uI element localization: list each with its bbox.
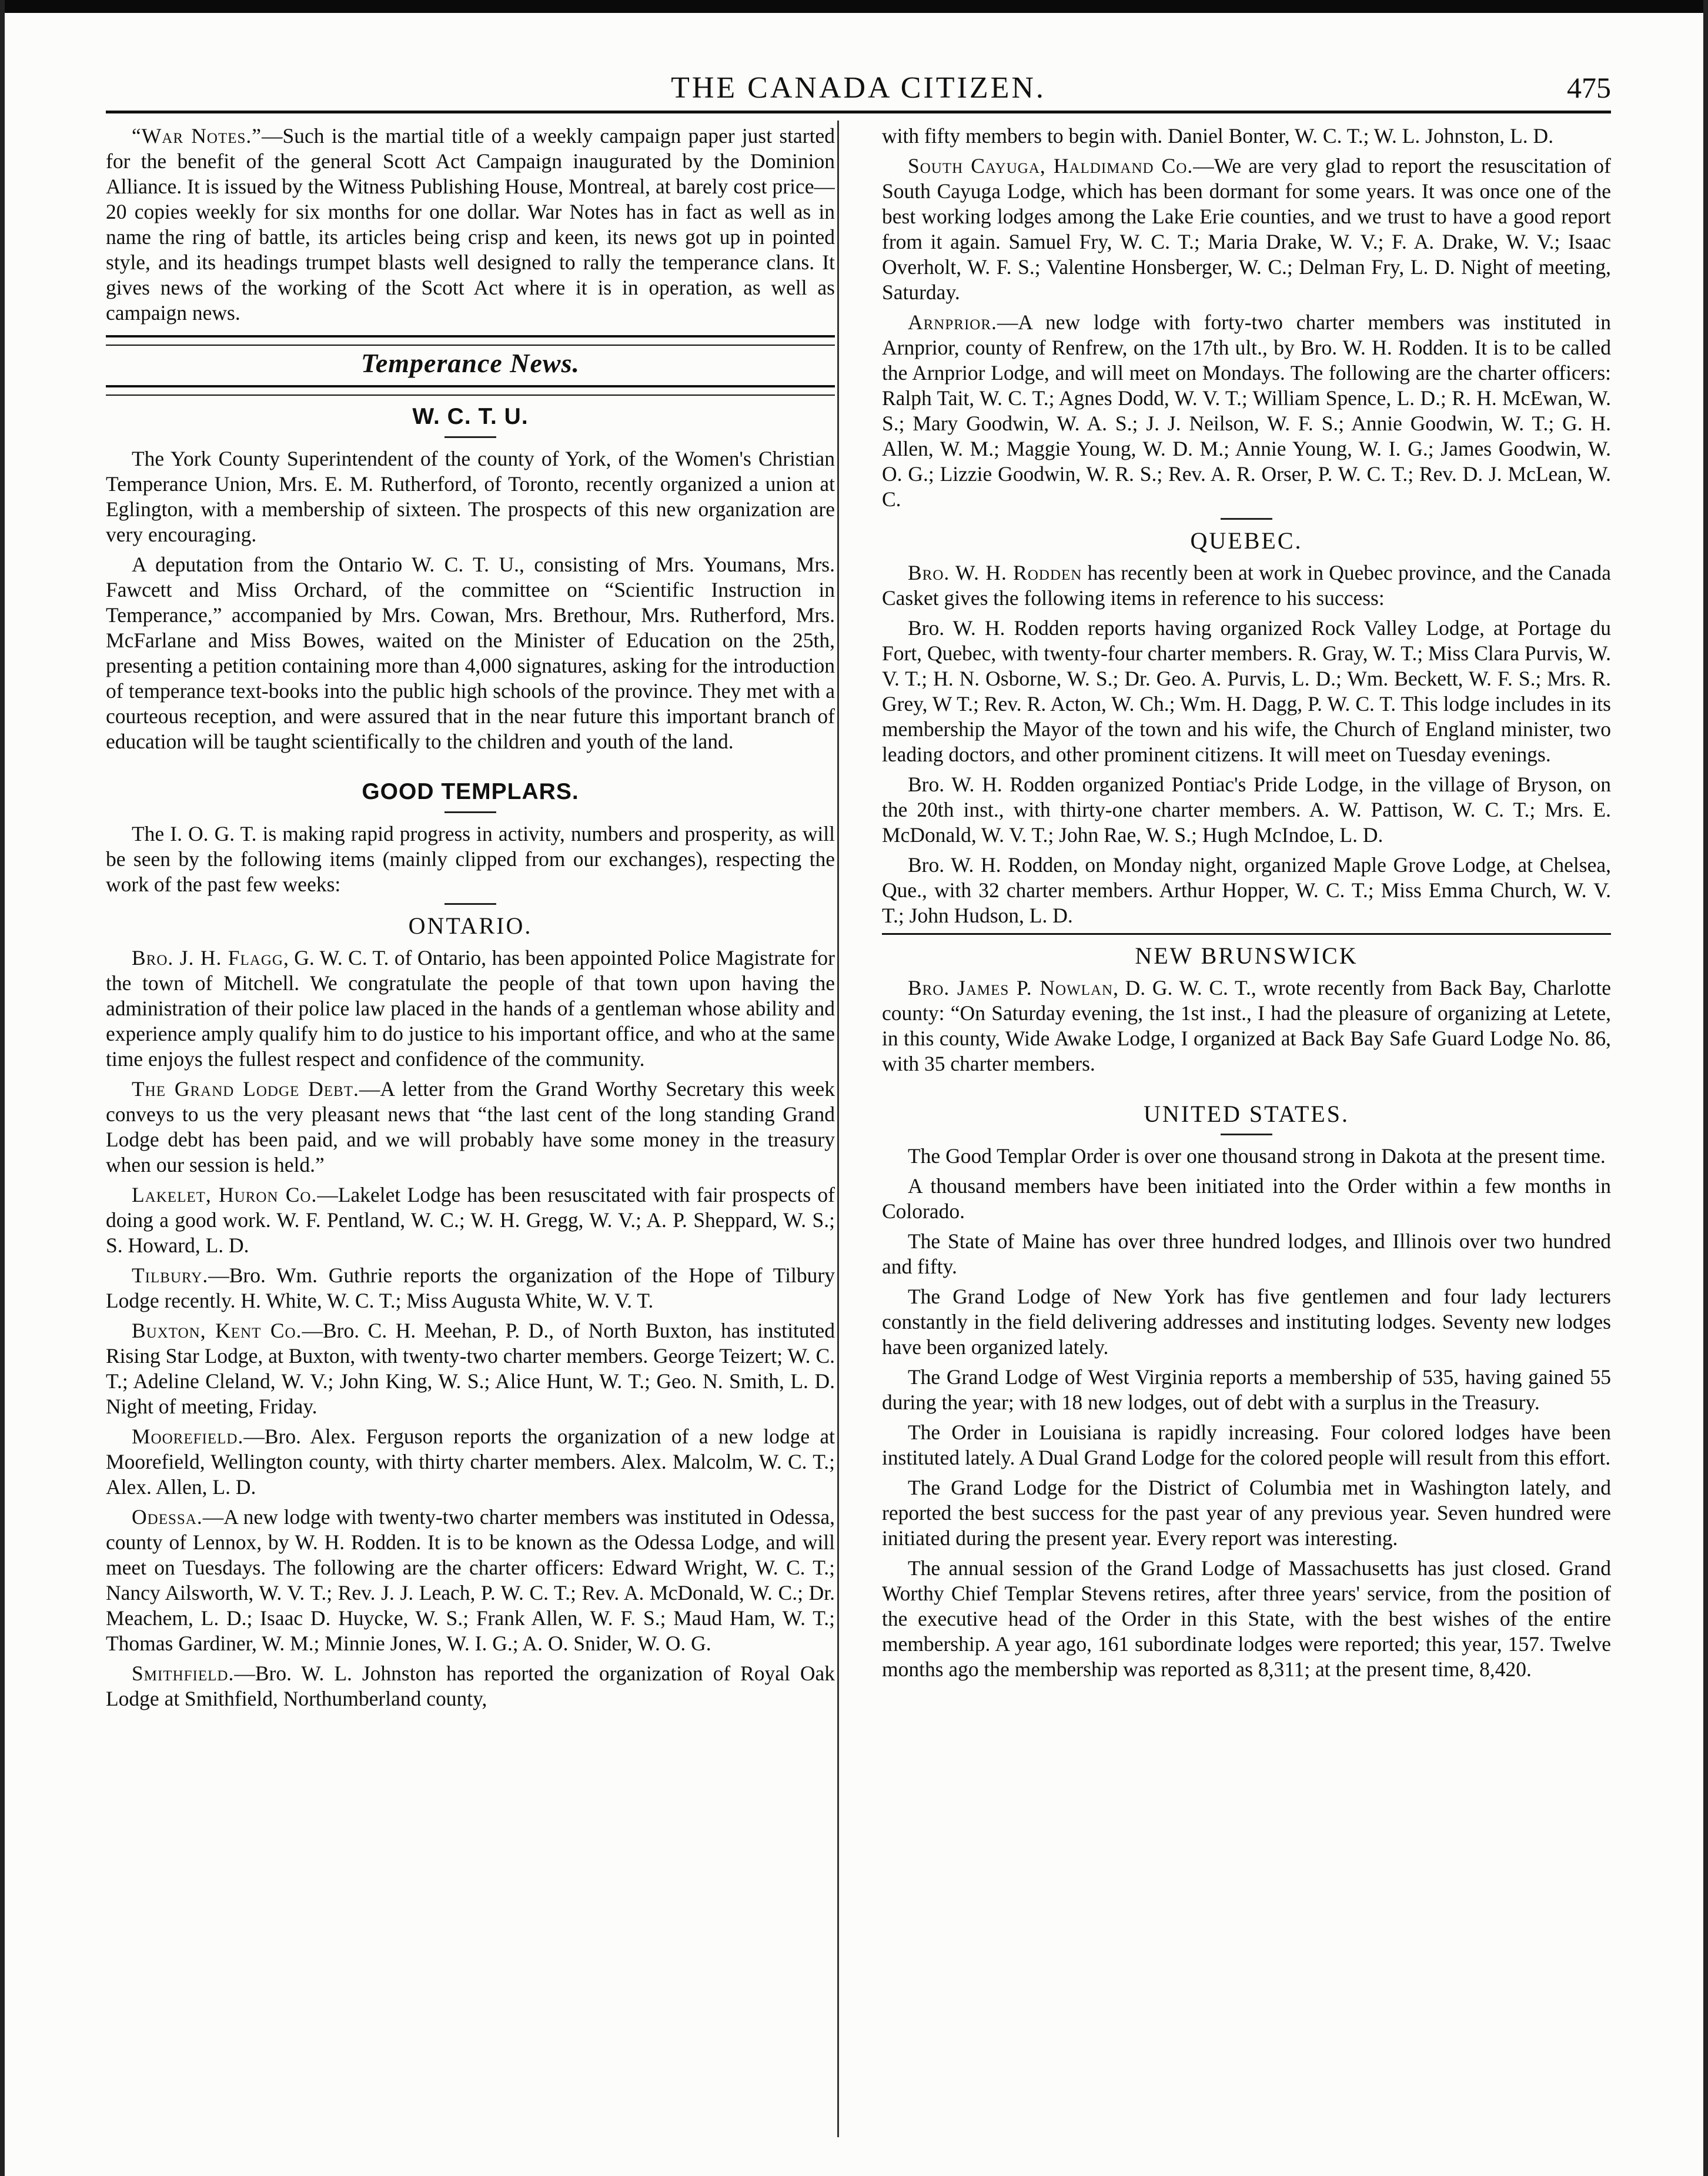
short-rule bbox=[444, 903, 496, 905]
item-text: —A letter from the Grand Worthy Secretary this week conveys to us the very pleasant news that “the last cent of the long standing Grand Lodge debt has been paid, and we will probably have some money in the treasury when our session is held.” bbox=[106, 1077, 835, 1176]
paragraph bbox=[882, 975, 1611, 1077]
item-tilbury bbox=[106, 1263, 835, 1313]
paragraph: Bro. W. H. Rodden, on Monday night, organized Maple Grove Lodge, at Chelsea, Que., with 32 charter members. Arthur Hopper, W. C. T.; Miss Emma Church, W. V. T.; John Hudson, L. D. bbox=[882, 853, 1611, 927]
run-in-heading: Odessa. bbox=[132, 1505, 203, 1529]
item-text: —Bro. C. H. Meehan, P. D., of North Buxton, has instituted Rising Star Lodge, at Buxton, with twenty-two charter members. George Teizert; W. C. T.; Adeline Cleland, W. V.; John King, W. S.; Alice Hunt, W. T.; Geo. N. Smith, L. D. Night of meeting, Friday. bbox=[106, 1319, 835, 1418]
heading-wctu: W. C. T. U. bbox=[412, 404, 529, 429]
paragraph: A thousand members have been initiated into the Order within a few months in Colorado. bbox=[882, 1174, 1611, 1223]
item-text: , G. W. C. T. of Ontario, has been appointed Police Magistrate for the town of Mitchell. We congratulate the people of that town upon having the administration of their police law placed in the hands of a gentleman whose ability and experience amply qualify him to do justice to his important office, and who at the same time enjoys the fullest respect and confidence of the community. bbox=[106, 946, 835, 1071]
item-arnprior bbox=[882, 310, 1611, 512]
paragraph bbox=[882, 560, 1611, 611]
paragraph: The Order in Louisiana is rapidly increasing. Four colored lodges have been instituted lately. A Dual Grand Lodge for the colored people will result from this effort. bbox=[882, 1420, 1611, 1469]
section-rule bbox=[882, 933, 1611, 935]
section-rule bbox=[106, 385, 835, 396]
run-in-heading: Moorefield. bbox=[132, 1425, 244, 1448]
item-text: —Bro. Alex. Ferguson reports the organization of a new lodge at Moorefield, Wellington county, with thirty charter members. Alex. Malcolm, W. C. T.; Alex. Allen, L. D. bbox=[106, 1425, 835, 1499]
run-in-heading: Lakelet, Huron Co. bbox=[132, 1183, 317, 1206]
heading-quebec: QUEBEC. bbox=[1190, 527, 1303, 554]
item-text: —A new lodge with forty-two charter members was instituted in Arnprior, county of Renfrew, on the 17th ult., by Bro. W. H. Rodden. It is to be called the Arnprior Lodge, and will meet on Mondays. The following are the charter officers: Ralph Tait, W. C. T.; Agnes Dodd, W. V. T.; William Spence, L. D.; R. H. McEwan, W. S.; Mary Goodwin, W. A. S.; J. J. Neilson, W. F. S.; Annie Goodwin, W. T.; G. H. Allen, W. M.; Maggie Young, W. D. M.; Annie Young, W. I. G.; James Goodwin, W. O. G.; Lizzie Goodwin, W. R. S.; Rev. A. R. Orser, P. W. C. T.; Rev. D. J. McLean, W. C. bbox=[882, 310, 1611, 511]
run-in-heading: Bro. James P. Nowlan bbox=[908, 976, 1114, 1000]
heading-ontario: ONTARIO. bbox=[408, 912, 533, 939]
paragraph: A deputation from the Ontario W. C. T. U., consisting of Mrs. Youmans, Mrs. Fawcett and Miss Orchard, of the committee on “Scientific Instruction in Temperance,” accompanied by Mrs. Cowan, Mrs. Brethour, Mrs. Rutherford, Mrs. McFarlane and Miss Bowes, waited on the Minister of Education on the 25th, presenting a petition containing more than 4,000 signatures, asking for the introduction of temperance text-books into the public high schools of the province. They met with a courteous reception, and were assured that in the near future this important branch of education will be taught scientifically to the children and youth of the land. bbox=[106, 553, 835, 753]
paragraph: The I. O. G. T. is making rapid progress in activity, numbers and prosperity, as will be seen by the following items (mainly clipped from our exchanges), respecting the work of the past few weeks: bbox=[106, 822, 835, 896]
paragraph-continued: with fifty members to begin with. Daniel Bonter, W. C. T.; W. L. Johnston, L. D. bbox=[882, 124, 1554, 148]
section-title-temperance-news: Temperance News. bbox=[360, 348, 580, 378]
run-in-heading: Arnprior. bbox=[908, 310, 997, 334]
item-flagg bbox=[106, 945, 835, 1072]
paragraph-text: , D. G. W. C. T., wrote recently from Back Bay, Charlotte county: “On Saturday evening, the 1st inst., I had the pleasure of organizing at Letete, in this county, Wide Awake Lodge, I organized at Back Bay Safe Guard Lodge No. 86, with 35 charter members. bbox=[882, 976, 1611, 1075]
paragraph: The Grand Lodge of West Virginia reports a membership of 535, having gained 55 during the year; with 18 new lodges, out of debt with a surplus in the Treasury. bbox=[882, 1365, 1611, 1414]
short-rule bbox=[444, 811, 496, 813]
top-scan-border bbox=[0, 0, 1708, 13]
item-text: —Bro. Wm. Guthrie reports the organization of the Hope of Tilbury Lodge recently. H. White, W. C. T.; Miss Augusta White, W. V. T. bbox=[106, 1264, 835, 1312]
paragraph: Bro. W. H. Rodden reports having organized Rock Valley Lodge, at Portage du Fort, Quebec, with twenty-four charter members. R. Gray, W. T.; Miss Clara Purvis, W. V. T.; H. N. Osborne, W. S.; Dr. Geo. A. Purvis, L. D.; Wm. Beckett, W. F. S.; Mrs. R. Grey, W T.; Rev. R. Acton, W. Ch.; Wm. H. Dagg, P. W. C. T. This lodge includes in its membership the Mayor of the town and his wife, the Church of England minister, two leading doctors, and other prominent citizens. It will meet on Tuesday evenings. bbox=[882, 616, 1611, 766]
article-war-notes bbox=[106, 123, 835, 326]
item-smithfield bbox=[106, 1661, 835, 1712]
masthead-title: THE CANADA CITIZEN. bbox=[671, 71, 1046, 105]
paragraph: The Grand Lodge for the District of Columbia met in Washington lately, and reported the best success for the past year of any previous year. Seven hundred were initiated during the present year. Every report was interesting. bbox=[882, 1476, 1611, 1550]
item-text: —Lakelet Lodge has been resuscitated with fair prospects of doing a good work. W. F. Pentland, W. C.; W. H. Gregg, W. V.; A. P. Sheppard, W. S.; S. Howard, L. D. bbox=[106, 1183, 835, 1257]
paragraph-text: has recently been at work in Quebec province, and the Canada Casket gives the following items in reference to his success: bbox=[882, 561, 1611, 610]
paragraph: The Good Templar Order is over one thousand strong in Dakota at the present time. bbox=[908, 1144, 1606, 1168]
page-header bbox=[106, 71, 1611, 112]
item-text: —Bro. W. L. Johnston has reported the organization of Royal Oak Lodge at Smithfield, Northumberland county, bbox=[106, 1662, 835, 1710]
paragraph: The York County Superintendent of the county of York, of the Women's Christian Temperance Union, Mrs. E. M. Rutherford, of Toronto, recently organized a union at Eglington, with a membership of sixteen. The prospects of this new organization are very encouraging. bbox=[106, 447, 835, 546]
page-number: 475 bbox=[1567, 71, 1611, 104]
article-text: —Such is the martial title of a weekly campaign paper just started for the benefit of the general Scott Act Campaign inaugurated by the Dominion Alliance. It is issued by the Witness Publishing House, Montreal, at barely cost price—20 copies weekly for six months for one dollar. War Notes has in fact as well as in name the ring of battle, its articles being crisp and keen, its news got up in pointed style, and its headings trumpet blasts well designed to rally the temperance clans. It gives news of the working of the Scott Act where it is in operation, as well as campaign news. bbox=[106, 124, 835, 325]
paragraph: The Grand Lodge of New York has five gentlemen and four lady lecturers constantly in the field delivering addresses and instituting lodges. Seventy new lodges have been organized lately. bbox=[882, 1285, 1611, 1359]
item-text: —A new lodge with twenty-two charter members was instituted in Odessa, county of Lennox, by W. H. Rodden. It is to be known as the Odessa Lodge, and will meet on Tuesdays. The following are the charter officers: Edward Wright, W. C. T.; Nancy Ailsworth, W. V. T.; Rev. J. J. Leach, P. W. C. T.; Rev. A. McDonald, W. C.; Dr. Meachem, L. D.; Isaac D. Huycke, W. S.; Frank Allen, W. F. S.; Maud Ham, W. T.; Thomas Gardiner, W. M.; Minnie Jones, W. I. G.; A. O. Snider, W. O. G. bbox=[106, 1505, 835, 1655]
item-moorefield bbox=[106, 1424, 835, 1500]
short-rule bbox=[1221, 1134, 1272, 1135]
run-in-heading: Bro. J. H. Flagg bbox=[132, 946, 283, 970]
header-rule bbox=[106, 111, 1611, 113]
paragraph: The annual session of the Grand Lodge of Massachusetts has just closed. Grand Worthy Chief Templar Stevens retires, after three years' service, from the position of the executive head of the Order in this State, with the best wishes of the entire membership. A year ago, 161 subordinate lodges were reported; this year, 157. Twelve months ago the membership was reported as 8,311; at the present time, 8,420. bbox=[882, 1556, 1611, 1681]
heading-good-templars: GOOD TEMPLARS. bbox=[362, 779, 579, 804]
item-grand-lodge-debt bbox=[106, 1077, 835, 1178]
heading-new-brunswick: NEW BRUNSWICK bbox=[1135, 942, 1358, 969]
run-in-heading: South Cayuga, Haldimand Co. bbox=[908, 154, 1194, 178]
left-scan-border bbox=[0, 0, 5, 2176]
section-rule bbox=[106, 335, 835, 346]
right-column bbox=[882, 123, 1611, 2146]
paragraph: Bro. W. H. Rodden organized Pontiac's Pride Lodge, in the village of Bryson, on the 20th inst., with thirty-one charter members. A. W. Pattison, W. C. T.; Mrs. E. McDonald, W. V. T.; John Rae, W. S.; Hugh McIndoe, L. D. bbox=[882, 773, 1611, 847]
short-rule bbox=[1221, 518, 1272, 520]
paragraph: The State of Maine has over three hundred lodges, and Illinois over two hundred and fifty. bbox=[882, 1229, 1611, 1278]
run-in-heading: The Grand Lodge Debt. bbox=[132, 1077, 359, 1101]
run-in-heading: Buxton, Kent Co. bbox=[132, 1319, 302, 1342]
item-south-cayuga bbox=[882, 153, 1611, 305]
run-in-heading: Tilbury. bbox=[132, 1264, 209, 1287]
short-rule bbox=[444, 436, 496, 438]
run-in-heading: Bro. W. H. Rodden bbox=[908, 561, 1082, 584]
item-text: —We are very glad to report the resuscitation of South Cayuga Lodge, which has been dormant for some years. It was once one of the best working lodges among the Lake Erie counties, and we trust to have a good report from it again. Samuel Fry, W. C. T.; Maria Drake, W. V.; F. A. Drake, W. V.; Isaac Overholt, W. F. S.; Valentine Honsberger, W. C.; Delman Fry, L. D. Night of meeting, Saturday. bbox=[882, 154, 1611, 304]
run-in-heading: Smithfield. bbox=[132, 1662, 235, 1685]
item-buxton bbox=[106, 1318, 835, 1419]
item-lakelet bbox=[106, 1182, 835, 1258]
item-odessa bbox=[106, 1505, 835, 1656]
heading-united-states: UNITED STATES. bbox=[1144, 1101, 1349, 1127]
right-scan-border bbox=[1703, 0, 1708, 2176]
run-in-heading: “War Notes.” bbox=[132, 124, 262, 148]
column-divider bbox=[837, 121, 839, 2137]
left-column bbox=[106, 123, 835, 2146]
